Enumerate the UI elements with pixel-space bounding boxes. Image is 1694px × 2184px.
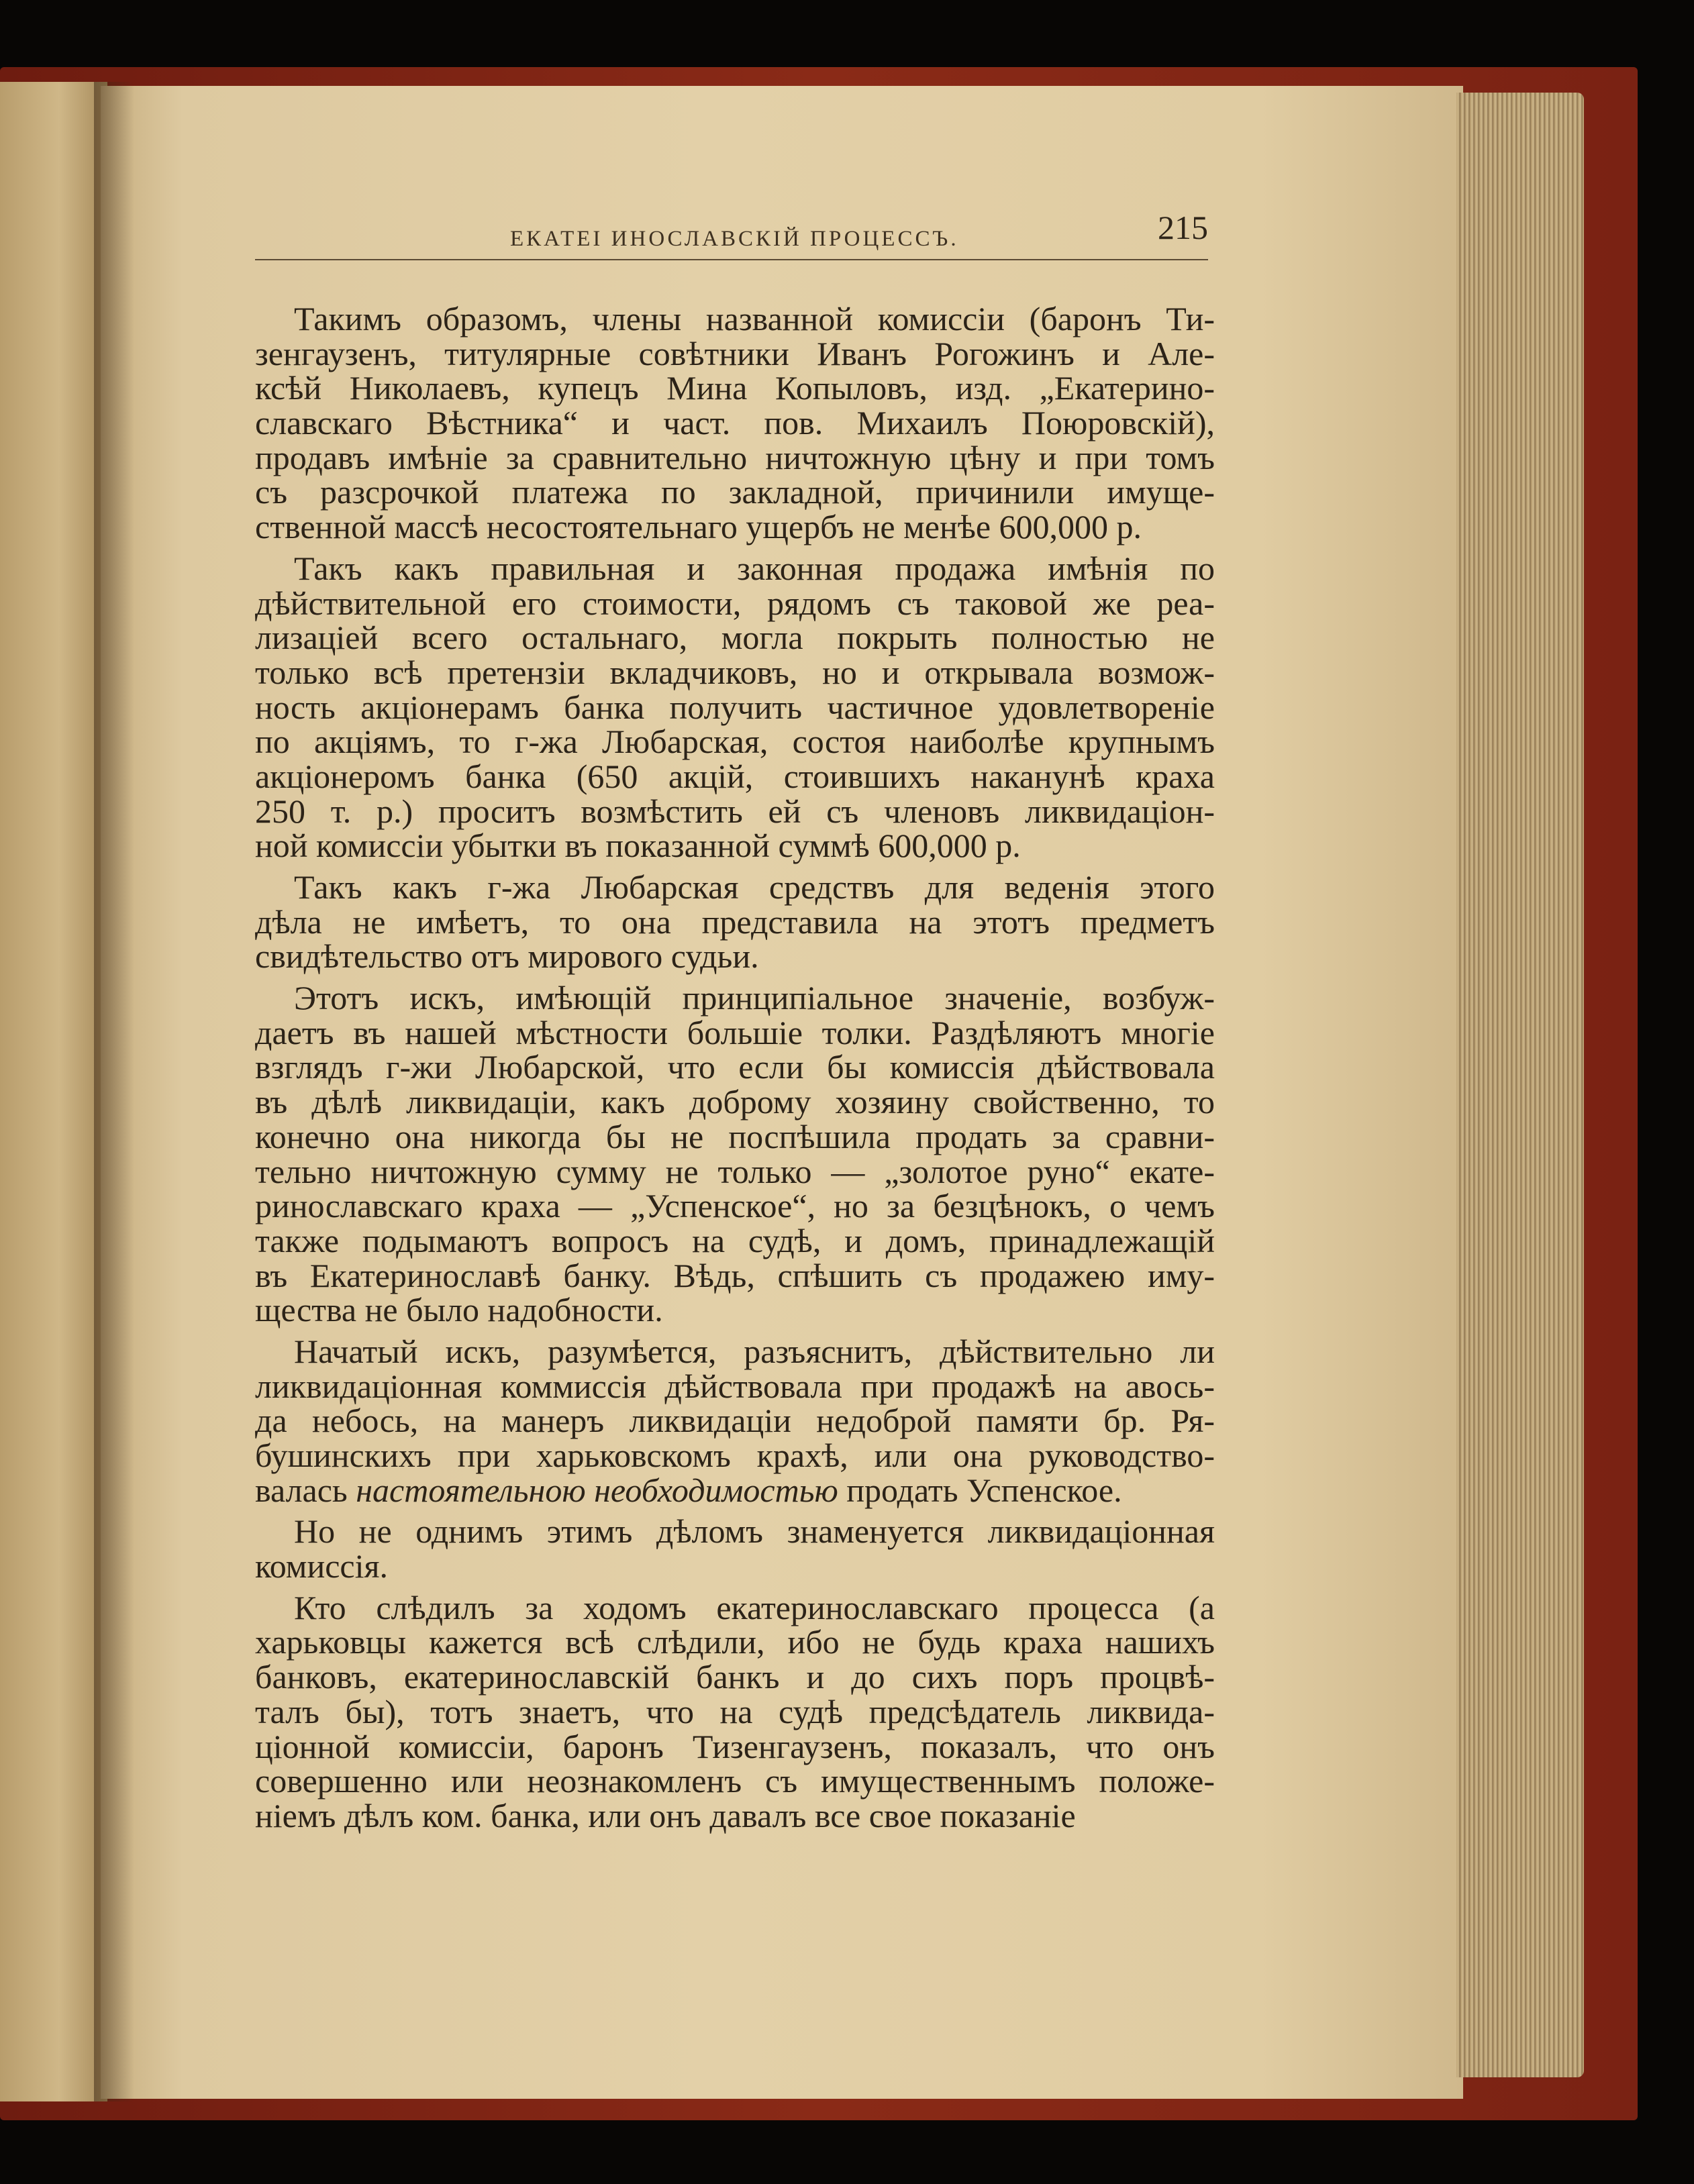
text-line: ціонной комиссіи, баронъ Тизенгаузенъ, показалъ, что онъ <box>255 1727 1215 1765</box>
text-line: комиссія. <box>255 1547 388 1585</box>
text-line: ной комиссіи убытки въ показанной суммѣ 600,000 р. <box>255 827 1021 865</box>
text-line: продавъ имѣніе за сравнительно ничтожную цѣну и при томъ <box>255 438 1215 476</box>
page-edges <box>1456 93 1584 2077</box>
text-line: дѣла не имѣетъ, то она представила на этотъ предметъ <box>255 902 1215 941</box>
text-line: да небось, на манеръ ликвидаціи недоброй памяти бр. Ря- <box>255 1402 1215 1440</box>
text-line: Такъ какъ правильная и законная продажа имѣнія по <box>294 549 1215 587</box>
book-gutter <box>94 82 134 2101</box>
text-fragment: продать Успенское. <box>838 1471 1122 1509</box>
page-number: 215 <box>1158 209 1208 246</box>
text-line: Такъ какъ г-жа Любарская средствъ для веденія этого <box>294 868 1215 906</box>
text-line: только всѣ претензіи вкладчиковъ, но и открывала возмож- <box>255 653 1215 691</box>
paragraph <box>255 1588 1215 1834</box>
text-line: ніемъ дѣлъ ком. банка, или онъ давалъ все свое показаніе <box>255 1796 1076 1834</box>
header-rule <box>255 259 1208 260</box>
text-line: въ дѣлѣ ликвидаціи, какъ доброму хозяину свойственно, то <box>255 1083 1215 1121</box>
text-line: ксѣй Николаевъ, купецъ Мина Копыловъ, изд. „Екатерино- <box>255 369 1215 407</box>
text-line: бушинскихъ при харьковскомъ крахѣ, или она руководство- <box>255 1437 1215 1474</box>
text-line: свидѣтельство отъ мирового судьи. <box>255 937 759 976</box>
text-line: ственной массѣ несостоятельнаго ущербъ не менѣе 600,000 р. <box>255 508 1142 546</box>
text-line: щества не было надобности. <box>255 1291 663 1329</box>
text-line: Начатый искъ, разумѣется, разъяснитъ, дѣйствительно ли <box>294 1332 1215 1370</box>
paragraph <box>255 302 1215 545</box>
text-line: Кто слѣдилъ за ходомъ екатеринославскаго процесса (а <box>294 1588 1215 1626</box>
text-line: банковъ, екатеринославскій банкъ и до сихъ поръ процвѣ- <box>255 1658 1215 1696</box>
text-line: по акціямъ, то г-жа Любарская, состоя наиболѣе крупнымъ <box>255 723 1215 761</box>
text-line: Но не однимъ этимъ дѣломъ знаменуется ликвидаціонная <box>294 1512 1215 1551</box>
text-fragment: валась <box>255 1471 356 1509</box>
italic-phrase: настоятельною необходимостью <box>356 1471 838 1509</box>
text-line: конечно она никогда бы не поспѣшила продать за сравни- <box>255 1117 1215 1155</box>
paragraph <box>255 549 1215 865</box>
paragraph <box>255 1514 1215 1583</box>
text-line: зенгаузенъ, титулярные совѣтники Иванъ Рогожинъ и Але- <box>255 334 1215 372</box>
text-line: акціонеромъ банка (650 акцій, стоившихъ наканунѣ краха <box>255 757 1215 795</box>
text-line: ность акціонерамъ банка получить частичное удовлетвореніе <box>255 688 1215 726</box>
running-title: ЕКАТЕІ ИНОСЛАВСКІЙ ПРОЦЕССЪ. <box>510 227 959 251</box>
text-line <box>255 1473 1215 1508</box>
left-page-edge <box>0 82 107 2101</box>
text-line: дѣйствительной его стоимости, рядомъ съ таковой же реа- <box>255 584 1215 622</box>
text-line: ринославскаго краха — „Успенское“, но за безцѣнокъ, о чемъ <box>255 1187 1215 1225</box>
text-line: даетъ въ нашей мѣстности большіе толки. Раздѣляютъ многіе <box>255 1013 1215 1051</box>
text-line: Этотъ искъ, имѣющій принципіальное значеніе, возбуж- <box>294 979 1215 1017</box>
paragraph <box>255 870 1215 974</box>
body-text <box>255 302 1215 1834</box>
text-line: лизаціей всего остальнаго, могла покрыть полностью не <box>255 619 1215 657</box>
paragraph <box>255 981 1215 1328</box>
text-line: совершенно или неознакомленъ съ имущественнымъ положе- <box>255 1762 1215 1800</box>
text-line: взглядъ г-жи Любарской, что если бы комиссія дѣйствовала <box>255 1048 1215 1086</box>
text-line: талъ бы), тотъ знаетъ, что на судѣ предсѣдатель ликвида- <box>255 1692 1215 1730</box>
text-line: славскаго Вѣстника“ и част. пов. Михаилъ Поюровскій), <box>255 404 1215 442</box>
text-line: харьковцы кажется всѣ слѣдили, ибо не будь краха нашихъ <box>255 1623 1215 1661</box>
paragraph <box>255 1332 1215 1509</box>
text-line: 250 т. р.) проситъ возмѣстить ей съ членовъ ликвидаціон- <box>255 792 1215 830</box>
text-line: Такимъ образомъ, члены названной комиссіи (баронъ Ти- <box>294 300 1215 337</box>
page-header <box>255 201 1208 268</box>
text-line: тельно ничтожную сумму не только — „золотое руно“ екате- <box>255 1152 1215 1190</box>
text-line: съ разсрочкой платежа по закладной, причинили имуще- <box>255 473 1215 511</box>
text-line: ликвидаціонная коммиссія дѣйствовала при продажѣ на авось- <box>255 1367 1215 1405</box>
text-line: въ Екатеринославѣ банку. Вѣдь, спѣшить съ продажею иму- <box>255 1256 1215 1294</box>
text-line: также подымаютъ вопросъ на судѣ, и домъ, принадлежащій <box>255 1221 1215 1259</box>
